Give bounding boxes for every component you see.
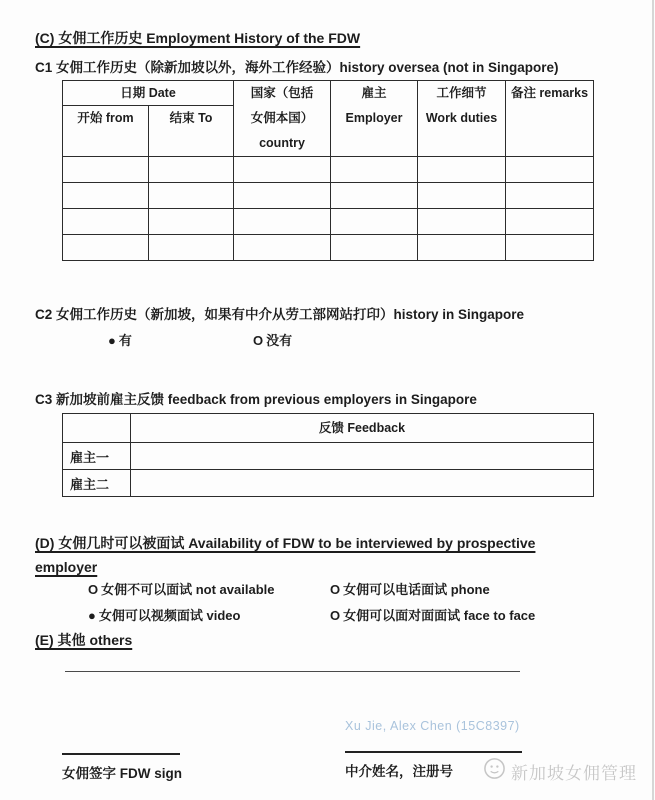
- d-option-video-label: 女佣可以视频面试 video: [98, 608, 241, 623]
- c1-empty-row: [63, 183, 594, 209]
- radio-marker-filled: ●: [88, 608, 96, 623]
- agent-sign-label: 中介姓名，注册号: [345, 764, 453, 779]
- c1-empty-cell: [506, 209, 594, 235]
- c1-col-header-employer: [331, 81, 418, 157]
- c3-row-employer2-label: 雇主二: [63, 470, 131, 497]
- d-option-phone-label: 女佣可以电话面试 phone: [343, 582, 490, 597]
- fdw-signature-line: [62, 753, 180, 755]
- c1-empty-cell: [149, 157, 234, 183]
- c2-option-no[interactable]: [253, 330, 292, 349]
- c3-row-employer2: [63, 470, 594, 497]
- section-d-heading-line1: (D) 女佣几时可以被面试 Availability of FDW to be interviewed by prospective: [35, 535, 536, 551]
- d-option-not-available[interactable]: [88, 579, 275, 598]
- c1-country-line1: 国家（包括: [250, 86, 314, 100]
- c3-feedback-table: [62, 413, 594, 497]
- d-option-not-available-label: 女佣不可以面试 not available: [101, 582, 275, 597]
- c1-empty-cell: [149, 183, 234, 209]
- c1-empty-cell: [63, 157, 149, 183]
- agent-signature-line: [345, 751, 522, 753]
- c3-row-employer1-value: [131, 443, 594, 470]
- d-option-phone[interactable]: [330, 579, 490, 598]
- c1-empty-cell: [418, 183, 506, 209]
- c2-heading: C2 女佣工作历史（新加坡，如果有中介从劳工部网站打印）history in Singapore: [35, 307, 525, 322]
- c1-col-header-date: 日期 Date: [63, 81, 234, 106]
- c1-employment-history-table: [62, 80, 594, 261]
- fdw-sign-label: 女佣签字 FDW sign: [62, 766, 182, 781]
- c1-empty-cell: [234, 157, 331, 183]
- c1-empty-row: [63, 209, 594, 235]
- c3-feedback-header: 反馈 Feedback: [131, 414, 594, 443]
- d-option-face-to-face[interactable]: [330, 605, 535, 624]
- c1-empty-cell: [506, 235, 594, 261]
- c1-empty-cell: [331, 183, 418, 209]
- c1-empty-cell: [506, 183, 594, 209]
- radio-marker-filled: ●: [108, 333, 116, 348]
- c1-empty-cell: [63, 209, 149, 235]
- c1-col-header-remarks: 备注 remarks: [506, 81, 594, 157]
- c1-col-header-from: 开始 from: [63, 106, 149, 157]
- c1-empty-cell: [331, 209, 418, 235]
- c1-empty-cell: [506, 157, 594, 183]
- c1-col-header-duties: [418, 81, 506, 157]
- c1-empty-cell: [234, 183, 331, 209]
- radio-marker-empty: O: [253, 333, 264, 348]
- c1-employer-line1: 雇主: [361, 86, 387, 100]
- c3-row-employer1-label: 雇主一: [63, 443, 131, 470]
- c1-country-line2: 女佣本国）: [250, 111, 314, 125]
- c1-duties-line1: 工作细节: [436, 86, 487, 100]
- c3-corner-cell: [63, 414, 131, 443]
- c2-option-yes[interactable]: [108, 330, 132, 349]
- c1-empty-cell: [149, 235, 234, 261]
- c1-empty-cell: [331, 235, 418, 261]
- c1-empty-cell: [418, 235, 506, 261]
- radio-marker-empty: O: [330, 608, 341, 623]
- c1-empty-row: [63, 157, 594, 183]
- others-blank-line: [65, 671, 520, 672]
- section-e-heading: (E) 其他 others: [35, 632, 133, 648]
- publisher-watermark-text: 新加坡女佣管理: [511, 763, 637, 783]
- c3-heading: C3 新加坡前雇主反馈 feedback from previous employers in Singapore: [35, 392, 477, 407]
- c1-empty-cell: [149, 209, 234, 235]
- c1-duties-line2: Work duties: [425, 111, 498, 125]
- c2-option-no-label: 没有: [266, 333, 293, 348]
- c3-row-employer2-value: [131, 470, 594, 497]
- c1-empty-row: [63, 235, 594, 261]
- c1-empty-cell: [63, 235, 149, 261]
- publisher-logo-icon: [483, 757, 506, 785]
- c1-empty-cell: [234, 235, 331, 261]
- d-option-face-to-face-label: 女佣可以面对面面试 face to face: [343, 608, 536, 623]
- publisher-watermark: [483, 757, 637, 785]
- agent-name-stamp: Xu Jie, Alex Chen (15C8397): [345, 719, 520, 733]
- c1-empty-cell: [63, 183, 149, 209]
- section-d-heading-line2: employer: [35, 559, 98, 575]
- c1-empty-cell: [418, 157, 506, 183]
- c1-table-body: [63, 157, 594, 261]
- c1-empty-cell: [234, 209, 331, 235]
- c1-col-header-country: [234, 81, 331, 157]
- section-c-heading: (C) 女佣工作历史 Employment History of the FDW: [35, 30, 361, 46]
- c1-col-header-to: 结束 To: [149, 106, 234, 157]
- c1-heading: C1 女佣工作历史（除新加坡以外，海外工作经验）history oversea (not in Singapore): [35, 60, 559, 75]
- c3-row-employer1: [63, 443, 594, 470]
- c1-empty-cell: [331, 157, 418, 183]
- radio-marker-empty: O: [330, 582, 341, 597]
- c1-country-line3: country: [259, 136, 305, 150]
- c1-empty-cell: [418, 209, 506, 235]
- d-option-video[interactable]: [88, 605, 240, 624]
- radio-marker-empty: O: [88, 582, 99, 597]
- c2-option-yes-label: 有: [118, 333, 132, 348]
- c1-employer-line2: Employer: [345, 111, 403, 125]
